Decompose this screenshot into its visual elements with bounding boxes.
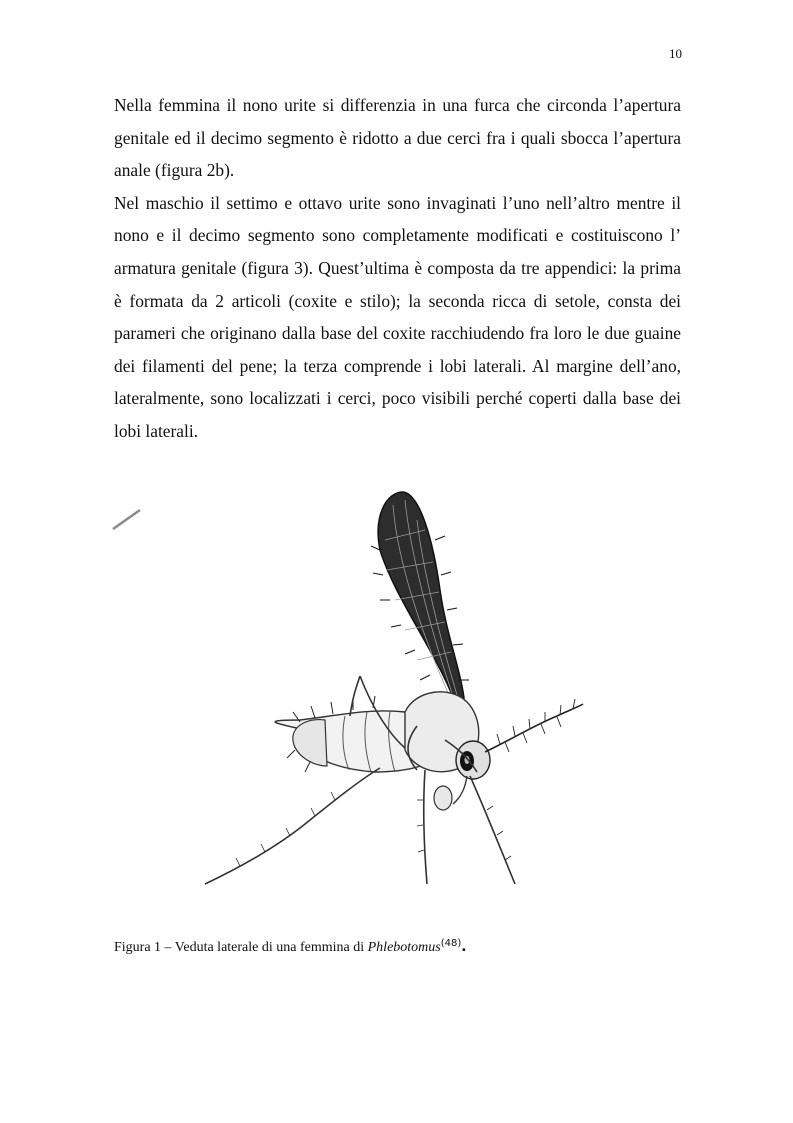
front-leg [470, 776, 515, 884]
palp-segment [434, 786, 452, 810]
palp [453, 776, 467, 804]
middle-leg [424, 770, 427, 884]
abdomen-tip [293, 720, 327, 766]
caption-end: . [461, 939, 467, 955]
paragraph-male-genitalia: Nel maschio il settimo e ottavo urite sono invaginati l’uno nell’altro mentre il nono e il decimo segmento sono completamente modificati e costituiscono l’ armatura genitale (figura 3). Quest’ultima è composta da tre appendici: la prima è formata da 2 articoli (coxite e stilo); la seconda ricca di setole, consta dei parameri che originano dalla base del coxite racchiudendo fra loro le due guaine dei filamenti del pene; la terza comprende i lobi laterali. Al margine dell’ano, lateralmente, sono localizzati i cerci, poco visibili perché coperti dalla base dei lobi laterali. [114, 192, 681, 441]
stray-mark [113, 510, 140, 529]
caption-text: Figura 1 – Veduta laterale di una femmina di [114, 940, 368, 955]
sand-fly-drawing [105, 480, 595, 890]
page-number: 10 [669, 46, 682, 61]
leg-hairs [236, 792, 511, 866]
antenna [485, 704, 583, 752]
caption-genus: Phlebotomus [367, 940, 441, 955]
hind-leg [205, 768, 380, 884]
figure-sand-fly-illustration [105, 480, 595, 890]
body-text [114, 89, 681, 448]
caption-reference: (48) [440, 938, 462, 949]
paragraph-female-genitalia: Nella femmina il nono urite si differenzia in una furca che circonda l’apertura genitale ed il decimo segmento è ridotto a due cerci fra i quali sbocca l’apertura anale (figura 2b). [114, 95, 681, 181]
figure-caption [114, 938, 467, 956]
